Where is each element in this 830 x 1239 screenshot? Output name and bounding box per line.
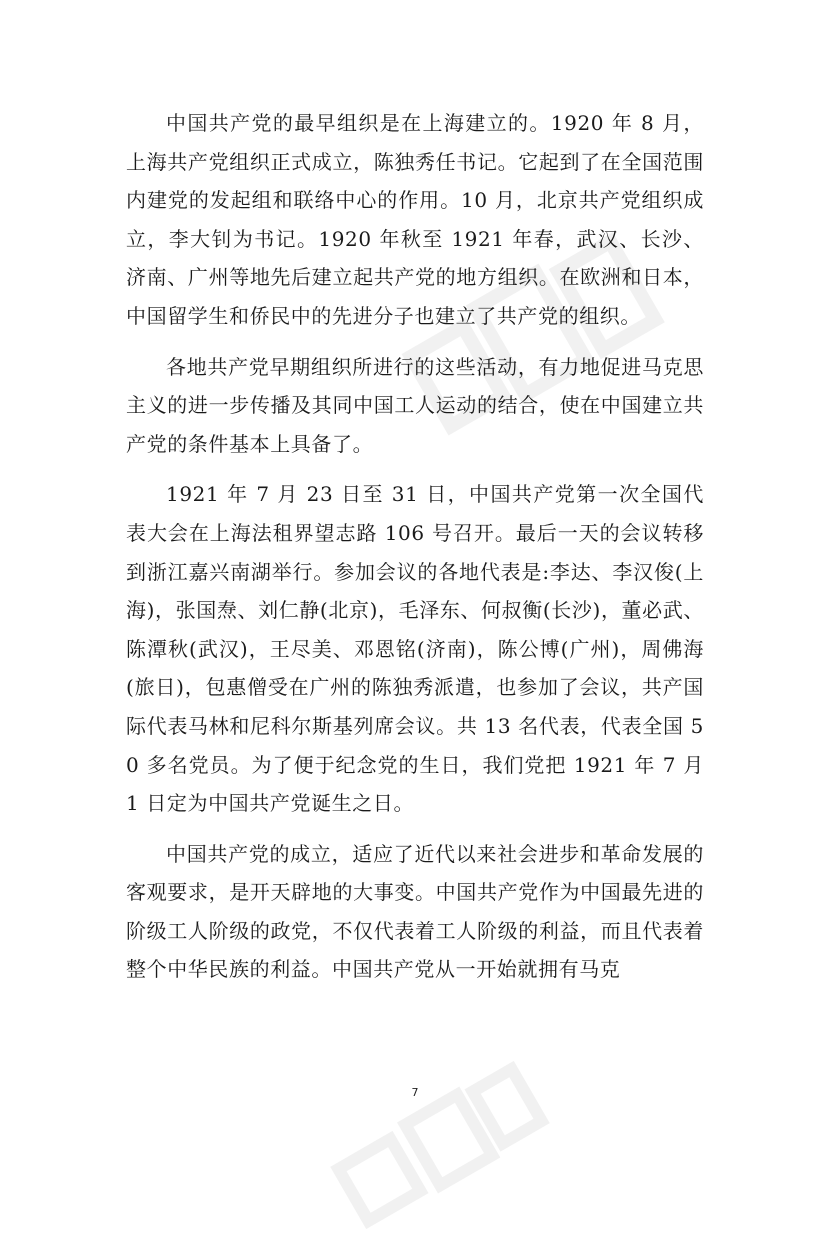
watermark-logo-icon-bottom: [322, 1051, 558, 1239]
paragraph-2: 各地共产党早期组织所进行的这些活动，有力地促进马克思主义的进一步传播及其同中国工人运动的结合，使在中国建立共产党的条件基本上具备了。: [126, 354, 704, 456]
page-number: 7: [411, 1086, 419, 1099]
document-body: [126, 104, 704, 1001]
paragraph-4: 中国共产党的成立，适应了近代以来社会进步和革命发展的客观要求，是开天辟地的大事变。中国共产党作为中国最先进的阶级工人阶级的政党，不仅代表着工人阶级的利益，而且代表着整个中华民族的利益。中国共产党从一开始就拥有马克: [126, 841, 704, 982]
paragraph-3: 1921 年 7 月 23 日至 31 日，中国共产党第一次全国代表大会在上海法租界望志路 106 号召开。最后一天的会议转移到浙江嘉兴南湖举行。参加会议的各地代表是:李达、李汉俊(上海)，张国焘、刘仁静(北京)，毛泽东、何叔衡(长沙)，董必武、陈潭秋(武汉)，王尽美、邓恩铭(济南)，陈公博(广州)，周佛海(旅日)，包惠僧受在广州的陈独秀派遣，也参加了会议，共产国际代表马林和尼科尔斯基列席会议。共 13 名代表，代表全国 50 多名党员。为了便于纪念党的生日，我们党把 1921 年 7 月 1 日定为中国共产党诞生之日。: [126, 482, 704, 816]
paragraph-1: 中国共产党的最早组织是在上海建立的。1920 年 8 月，上海共产党组织正式成立，陈独秀任书记。它起到了在全国范围内建党的发起组和联络中心的作用。10 月，北京共产党组织成立，李大钊为书记。1920 年秋至 1921 年春，武汉、长沙、济南、广州等地先后建立起共产党的地方组织。在欧洲和日本，中国留学生和侨民中的先进分子也建立了共产党的组织。: [126, 111, 704, 328]
